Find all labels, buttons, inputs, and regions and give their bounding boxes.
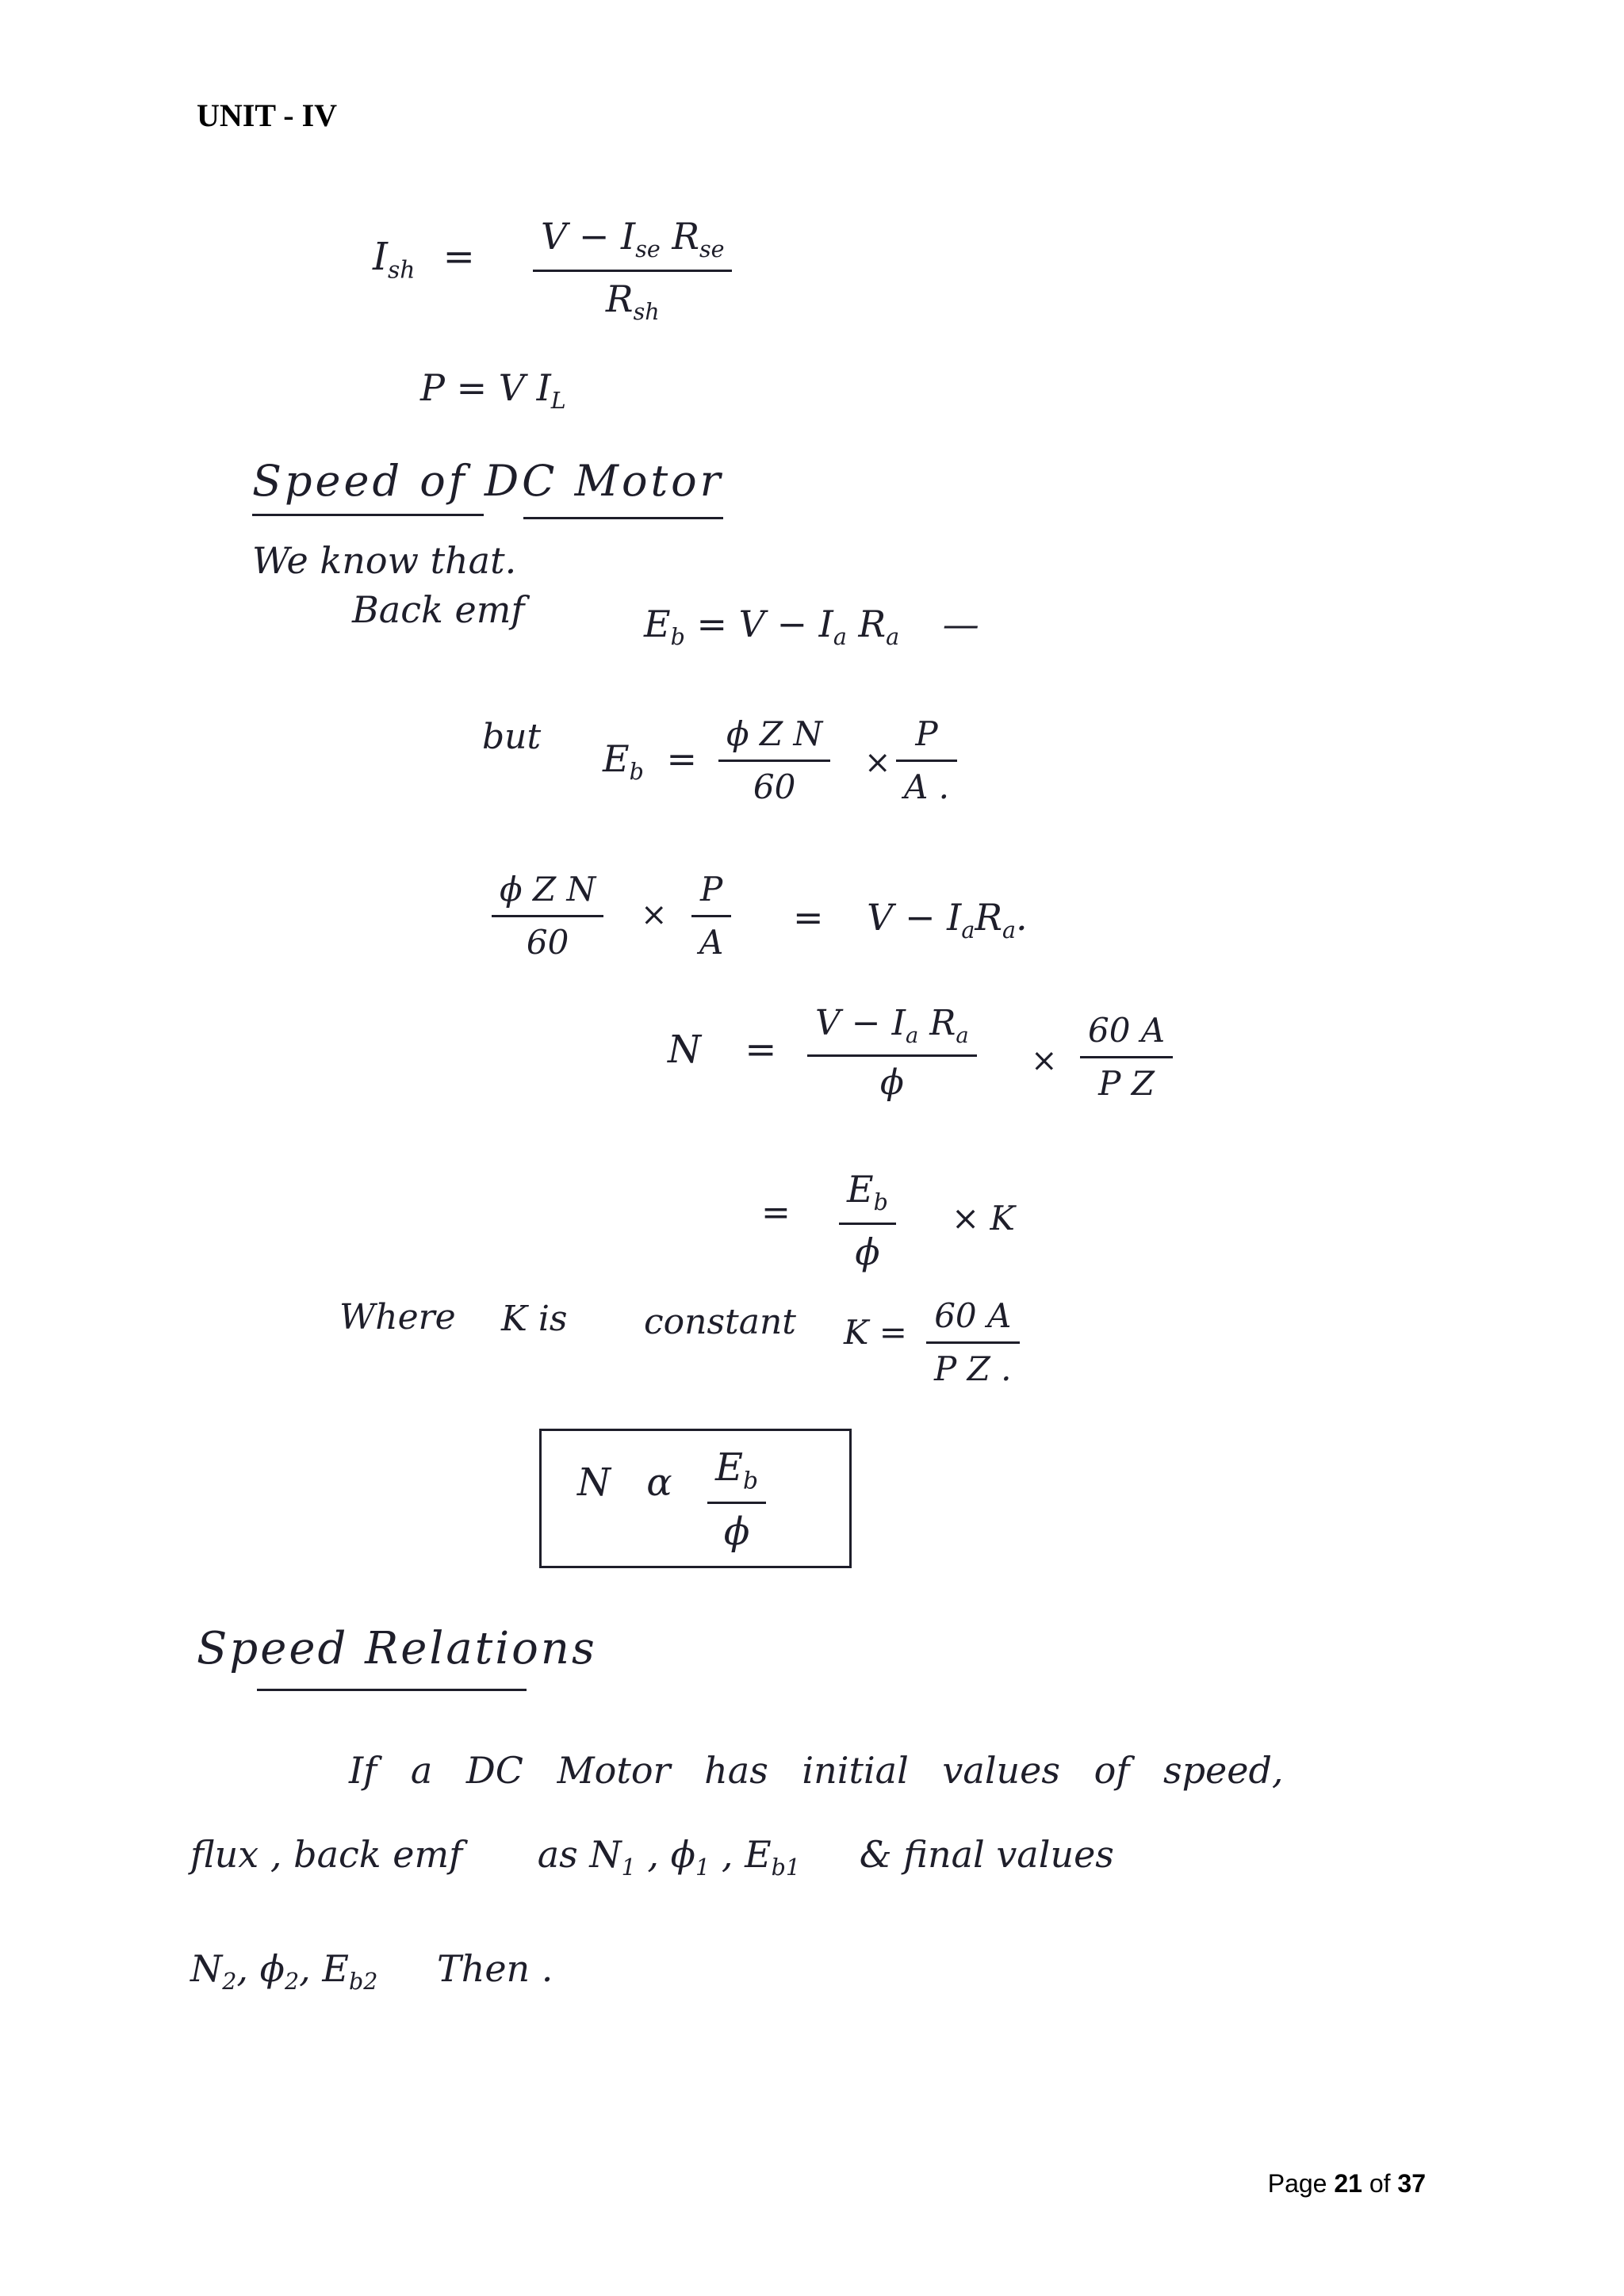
equate-rhs: = $V - I_aR_a$. [793,896,1028,944]
fraction-bar [533,270,732,272]
n-fraction-2: 60 A P Z [1080,1012,1173,1104]
constant-label: constant [644,1302,796,1342]
but-fraction-1: ϕ Z N 60 [718,715,830,807]
speed-heading: Speed of DC Motor [252,456,724,506]
relations-line-1: If a DC Motor has initial values of speed, [349,1749,1284,1792]
unit-header: UNIT - IV [197,98,338,133]
ish-denominator: $R_{sh}$ [605,277,660,326]
heading-underline [257,1689,527,1691]
but-label: but [482,717,542,757]
ish-lhs: $I_{sh}$ = [373,235,475,285]
we-know-that: We know that. [252,539,517,582]
k-definition-fraction: 60 A P Z . [926,1297,1020,1389]
heading-underline [523,517,723,519]
boxed-lhs: N α [577,1460,672,1505]
page-number-footer: Page 21 of 37 [1267,2169,1426,2198]
back-emf-label: Back emf [352,588,525,631]
where-label: Where [339,1297,456,1337]
equate-fraction-1: ϕ Z N 60 [492,871,603,962]
ish-fraction [533,216,732,326]
n-lhs: N = [668,1027,777,1072]
k-fraction: $E_b$ ϕ [839,1169,896,1273]
k-equals: K = [844,1313,907,1352]
boxed-fraction: $E_b$ ϕ [707,1446,766,1554]
but-lhs: $E_b$ = [603,737,698,786]
relations-heading: Speed Relations [197,1623,597,1674]
times-sign: × [641,897,668,933]
k-is-label: K is [501,1299,568,1339]
times-sign: × [864,744,891,781]
power-equation: P = V $I_L$ [420,366,566,415]
k-eq-sign: = [761,1192,791,1233]
times-k: × K [952,1199,1015,1238]
but-fraction-2: P A . [896,715,957,807]
ish-numerator: $V - I_{se}$ $R_{se}$ [541,215,725,263]
times-sign: × [1031,1043,1058,1079]
back-emf-equation: $E_b = V - I_a$ $R_a$ — [644,603,979,651]
heading-underline [252,514,484,516]
relations-line-2: flux , back emf as $N_1$ , $\phi_1$ , $E_{b1}$ & final values [190,1833,1114,1881]
n-fraction-1: $V - I_a$ $R_a$ ϕ [807,1004,977,1104]
equate-fraction-2: P A [691,871,731,962]
relations-line-3: $N_2$, $\phi_2$, $E_{b2}$ Then . [190,1947,553,1996]
